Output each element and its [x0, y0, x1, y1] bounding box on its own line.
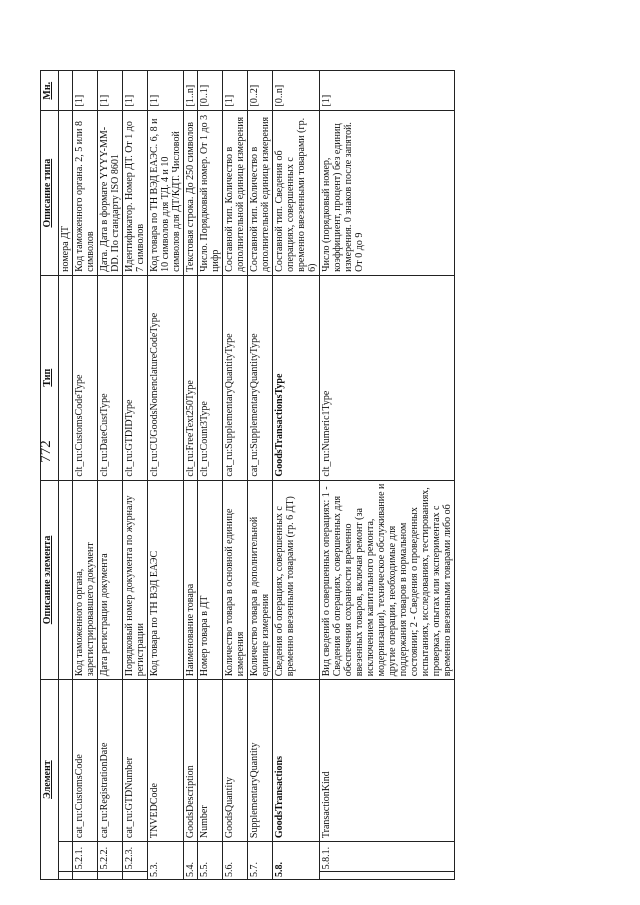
table-row [184, 71, 198, 880]
row-type-description: Идентификатор. Номер ДТ. От 1 до 7 символов [123, 111, 148, 275]
page-number: 772 [37, 440, 54, 463]
row-number: 5.7. [248, 842, 273, 880]
row-number: 5.8.1. [320, 842, 455, 872]
table-row [123, 71, 148, 880]
header-type: Тип [41, 275, 59, 480]
row-element-description: Код товара по ТН ВЭД ЕАЭС [148, 480, 184, 680]
table-row [248, 71, 273, 880]
table-row [320, 71, 455, 880]
table-row [273, 71, 320, 880]
table-row [73, 71, 98, 880]
row-number: 5.8. [273, 842, 320, 880]
row-type: clt_ru:CustomsCodeType [73, 275, 98, 480]
table-row [198, 71, 223, 880]
row-type-description: Составной тип. Сведения об операциях, совершенных с временно ввезенными товарами (гр. 6) [273, 111, 320, 275]
row-multiplicity: [1] [223, 71, 248, 112]
row-type-description: Дата. Дата в формате YYYY-MM-DD. По стандарту ISO 8601 [98, 111, 123, 275]
table-row [98, 71, 123, 880]
row-element: cat_ru:CustomsCode [73, 680, 98, 842]
row-multiplicity: [1] [123, 71, 148, 112]
header-row [41, 71, 59, 880]
row-multiplicity: [0..1] [198, 71, 223, 112]
row-multiplicity: [1..n] [184, 71, 198, 112]
row-type-description: Число (порядковый номер, коэффициент, процент) без единиц измерения. 0 знаков после запятой. От 0 до 9 [320, 111, 455, 275]
specification-table [37, 70, 455, 880]
row-multiplicity: [1] [98, 71, 123, 112]
row-multiplicity: [0..2] [248, 71, 273, 112]
row-type: clt_ru:GTDIDType [123, 275, 148, 480]
row-type: clt_ru:DateCustType [98, 275, 123, 480]
header-element: Элемент [41, 680, 59, 880]
row-element-description: Вид сведений о совершенных операциях: 1 - Сведения об операциях, совершенных для обеспечения сохранности временно ввезенных товаров, включая ремонт (за исключением капитального ремонта, модернизации), техническое обслуживание и другие операции, необходимые для поддержания товаров в нормальном состоянии; 2 - Сведения о проведенных испытаниях, исследованиях, тестированиях, проверках, опытах или экспериментах с временно ввезенными товарами либо об [320, 480, 455, 680]
row-multiplicity: [1] [320, 71, 455, 112]
row-type-description: Код товара по ТН ВЭД ЕАЭС. 6, 8 и 10 символов для ТД. 4 и 10 символов для ДТ/КДТ. Числовой [148, 111, 184, 275]
row-multiplicity: [1] [73, 71, 98, 112]
row-multiplicity: [0..n] [273, 71, 320, 112]
row-number: 5.6. [223, 842, 248, 880]
row-element-description: Сведения об операциях, совершенных с временно ввезенными товарами (гр. 6 ДТ) [273, 480, 320, 680]
row-number: 5.4. [184, 842, 198, 880]
row-type: clt_ru:FreeText250Type [184, 275, 198, 480]
continued-type-description: номера ДТ [59, 111, 73, 275]
table-row [148, 71, 184, 880]
row-element-description: Порядковый номер документа по журналу регистрации [123, 480, 148, 680]
row-element-description: Дата регистрации документа [98, 480, 123, 680]
row-type: clt_ru:CUGoodsNomenclatureCodeType [148, 275, 184, 480]
row-type-description: Составной тип. Количество в дополнительной единице измерения [223, 111, 248, 275]
row-number: 5.5. [198, 842, 223, 880]
row-element: GoodsTransactions [273, 680, 320, 842]
row-element: SupplementaryQuantity [248, 680, 273, 842]
row-type-description: Число. Порядковый номер. От 1 до 3 цифр [198, 111, 223, 275]
row-type: cat_ru:SupplementaryQuantityType [223, 275, 248, 480]
header-type-description: Описание типа [41, 111, 59, 275]
header-multiplicity: Мн. [41, 71, 59, 112]
row-element-description: Количество товара в дополнительной единице измерения [248, 480, 273, 680]
row-type-description: Составной тип. Количество в дополнительной единице измерения [248, 111, 273, 275]
header-element-description: Описание элемента [41, 480, 59, 680]
row-element: GoodsQuantity [223, 680, 248, 842]
row-type: cat_ru:SupplementaryQuantityType [248, 275, 273, 480]
row-element-description: Количество товара в основной единице измерения [223, 480, 248, 680]
row-element: GoodsDescription [184, 680, 198, 842]
row-element: cat_ru:RegistrationDate [98, 680, 123, 842]
row-number: 5.2.3. [123, 842, 148, 872]
row-type: clt_ru:Numeric1Type [320, 275, 455, 480]
continuation-row [59, 71, 73, 880]
rotated-table-area [37, 70, 610, 880]
row-multiplicity: [1] [148, 71, 184, 112]
row-element-description: Наименование товара [184, 480, 198, 680]
row-element-description: Номер товара в ДТ [198, 480, 223, 680]
row-number: 5.2.1. [73, 842, 98, 872]
table-row [223, 71, 248, 880]
row-number: 5.2.2. [98, 842, 123, 872]
row-element: Number [198, 680, 223, 842]
row-type: clt_ru:Count3Type [198, 275, 223, 480]
row-type-description: Код таможенного органа. 2, 5 или 8 символов [73, 111, 98, 275]
row-element-description: Код таможенного органа, зарегистрировавшего документ [73, 480, 98, 680]
row-element: TransactionKind [320, 680, 455, 842]
row-number: 5.3. [148, 842, 184, 880]
row-element: cat_ru:GTDNumber [123, 680, 148, 842]
row-type: GoodsTransactionsType [273, 275, 320, 480]
row-element: TNVEDCode [148, 680, 184, 842]
row-type-description: Текстовая строка. До 250 символов [184, 111, 198, 275]
